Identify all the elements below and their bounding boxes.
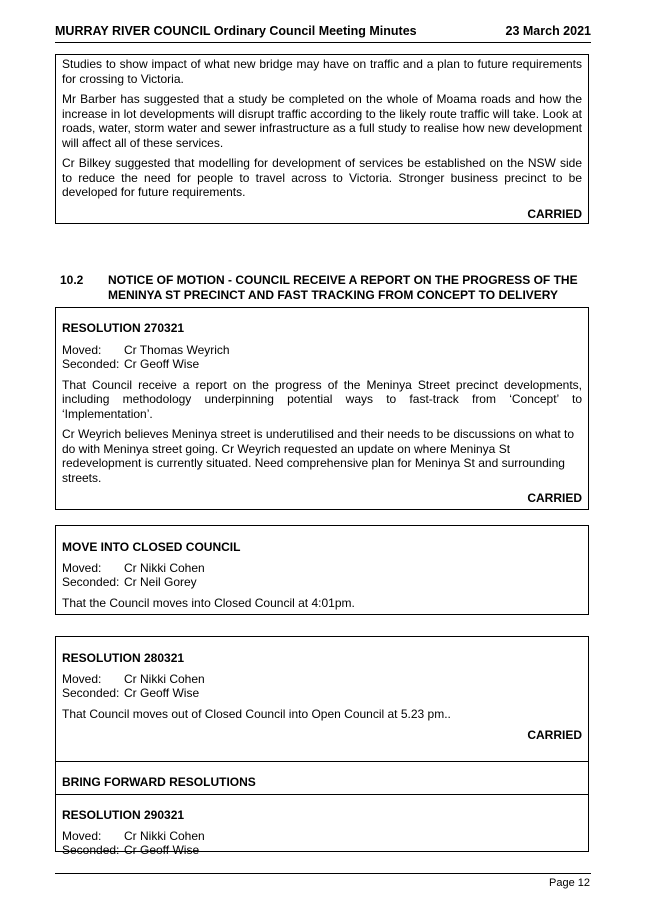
- moved-value: Cr Nikki Cohen: [124, 671, 205, 686]
- moved-label: Moved:: [62, 342, 102, 357]
- moved-label: Moved:: [62, 560, 102, 575]
- discussion-box: [55, 54, 589, 224]
- seconded-value: Cr Neil Gorey: [124, 575, 197, 589]
- moved-label: Moved:: [62, 828, 102, 843]
- moved-label: Moved:: [62, 671, 102, 686]
- carried-label: CARRIED: [527, 491, 582, 505]
- document-date: 23 March 2021: [505, 24, 591, 38]
- document-title: MURRAY RIVER COUNCIL Ordinary Council Meeting Minutes: [55, 24, 417, 38]
- closed-council-text: That the Council moves into Closed Council at 4:01pm.: [62, 595, 355, 610]
- seconded-label: Seconded:: [62, 686, 120, 700]
- bring-forward-heading: BRING FORWARD RESOLUTIONS: [62, 775, 256, 789]
- footer-rule: [55, 873, 591, 874]
- moved-row: [62, 343, 582, 358]
- seconded-label: Seconded:: [62, 357, 120, 371]
- discussion-paragraph-3: Cr Bilkey suggested that modelling for development of services be established on the NSW side to reduce the need for people to travel across to Victoria. Stronger business precinct to be developed for future requirements.: [62, 156, 582, 199]
- seconded-row: [62, 575, 582, 590]
- seconded-label: Seconded:: [62, 575, 120, 589]
- seconded-row: [62, 843, 582, 858]
- seconded-value: Cr Geoff Wise: [124, 357, 200, 371]
- moved-value: Cr Nikki Cohen: [124, 828, 205, 843]
- seconded-value: Cr Geoff Wise: [124, 686, 200, 700]
- seconded-row: [62, 686, 582, 701]
- discussion-paragraph-1: Studies to show impact of what new bridge may have on traffic and a plan to future requirements for crossing to Victoria.: [62, 57, 582, 86]
- discussion-text: Cr Weyrich believes Meninya street is underutilised and their needs to be discussions on what to do with Meninya street going. Cr Weyrich requested an update on where Meninya St redevelopment is currently situated. Need comprehensive plan for Meninya St and surrounding streets.: [62, 427, 575, 485]
- moved-row: [62, 561, 582, 576]
- discussion-paragraph-2: Mr Barber has suggested that a study be completed on the whole of Moama roads and how the increase in lot developments will disrupt traffic according to the likely route traffic will take. Look at roads, water, storm water and sewer infrastructure as a full study to realise how new development will affect all of these services.: [62, 92, 582, 150]
- section-title: NOTICE OF MOTION - COUNCIL RECEIVE A REPORT ON THE PROGRESS OF THE MENINYA ST PRECINCT AND FAST TRACKING FROM CONCEPT TO DELIVERY: [108, 273, 578, 302]
- seconded-label: Seconded:: [62, 843, 120, 857]
- seconded-value: Cr Geoff Wise: [124, 843, 200, 857]
- open-council-text: That Council moves out of Closed Council into Open Council at 5.23 pm..: [62, 706, 451, 721]
- moved-value: Cr Thomas Weyrich: [124, 342, 230, 357]
- carried-label: CARRIED: [527, 206, 582, 221]
- page-header: [55, 24, 591, 38]
- closed-council-heading: MOVE INTO CLOSED COUNCIL: [62, 540, 241, 554]
- resolution-heading: RESOLUTION 280321: [62, 651, 185, 665]
- header-rule: [55, 42, 591, 43]
- seconded-row: [62, 357, 582, 372]
- resolution-heading: RESOLUTION 270321: [62, 321, 185, 335]
- moved-row: [62, 829, 582, 844]
- carried-label: CARRIED: [527, 728, 582, 742]
- page-number: Page 12: [549, 877, 590, 889]
- resolution-heading: RESOLUTION 290321: [62, 808, 185, 822]
- section-number: 10.2: [60, 273, 84, 287]
- moved-value: Cr Nikki Cohen: [124, 560, 205, 575]
- moved-row: [62, 672, 582, 687]
- resolution-box-280321: [55, 636, 589, 857]
- closed-council-box: [55, 525, 589, 615]
- resolution-text: That Council receive a report on the progress of the Meninya Street precinct developments, including methodology underpinning potential ways to fast-track from ‘Concept’ to ‘Implementation’.: [62, 377, 582, 421]
- resolution-box-270321: [55, 307, 589, 510]
